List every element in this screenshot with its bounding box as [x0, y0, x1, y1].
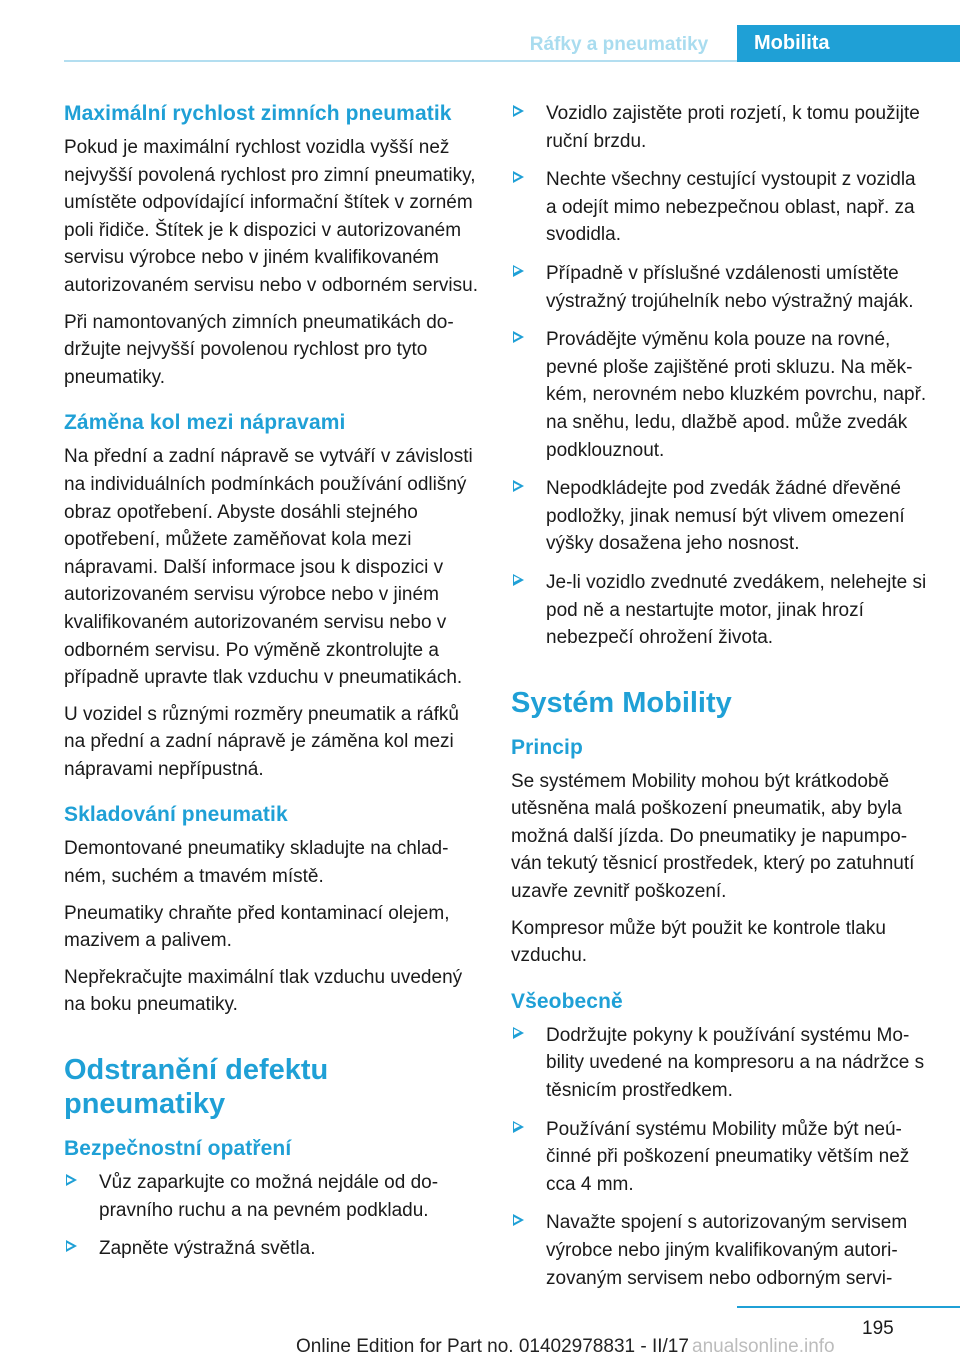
list-item: Je-li vozidlo zvednuté zvedákem, nelehejte si pod ně a nestartujte motor, jinak hrozí nebezpečí ohrožení života.: [511, 569, 929, 652]
chapter-tab: Mobilita: [737, 25, 960, 62]
bullet-triangle-icon: [513, 105, 524, 117]
heading-winter-tire-speed: Maximální rychlost zimních pneumatik: [64, 102, 452, 125]
footer-divider: [737, 1306, 960, 1308]
list-item: Vozidlo zajistěte proti rozjetí, k tomu použijte ruční brzdu.: [511, 100, 929, 155]
bullet-triangle-icon: [513, 265, 524, 277]
right-column: [511, 100, 929, 1303]
section-title-mobility: Systém Mobility: [511, 686, 732, 719]
paragraph: Se systémem Mobility mohou být krátkodobě utěsněna malá poškození pneumatik, aby byla možná další jízda. Do pneumatiky je napumpován tekutý těsnicí prostředek, který po zatuhnutí uzavře zevnitř poškození.: [511, 770, 915, 903]
heading-principle: Princip: [511, 735, 583, 759]
safety-list: [64, 1169, 482, 1263]
bullet-triangle-icon: [513, 171, 524, 183]
list-item: Dodržujte pokyny k používání systému Mobility uvedené na kompresoru a na nádržce s těsnicím prostředkem.: [511, 1022, 929, 1105]
paragraph: Při namontovaných zimních pneumatikách dodržujte nejvyšší povolenou rychlost pro tyto pneumatiky.: [64, 311, 454, 388]
watermark: anualsonline.info: [692, 1336, 835, 1357]
header-divider: [64, 60, 737, 62]
paragraph: Na přední a zadní nápravě se vytváří v závislosti na individuálních podmínkách používání odlišný obraz opotřebení. Abyste dosáhli stejného opotřebení, můžete zaměňovat kola mezi nápravami. Další informace jsou k dispozici v autorizovaném servisu výrobce nebo v jiném kvalifikovaném autorizovaném servisu nebo v odborném servisu. Po výměně zkontrolujte a případně upravte tlak vzduchu v pneumatikách.: [64, 446, 473, 689]
bullet-triangle-icon: [66, 1240, 77, 1252]
bullet-triangle-icon: [513, 574, 524, 586]
paragraph: Pokud je maximální rychlost vozidla vyšší než nejvyšší povolená rychlost pro zimní pneumatiky, umístěte odpovídající informační štítek v zorném poli řidiče. Štítek je k dispozici v autorizovaném servisu výrobce nebo v jiném kvalifikovaném autorizovaném servisu nebo v odborném servisu.: [64, 137, 478, 296]
list-item: Navažte spojení s autorizovaným servisem výrobce nebo jiným kvalifikovaným autorizovaným servisem nebo odborným servi-: [511, 1209, 929, 1292]
bullet-triangle-icon: [513, 1214, 524, 1226]
page-number: 195: [862, 1318, 894, 1339]
paragraph: Kompresor může být použit ke kontrole tlaku vzduchu.: [511, 917, 886, 967]
paragraph: Pneumatiky chraňte před kontaminací olejem, mazivem a palivem.: [64, 902, 450, 952]
paragraph: Nepřekračujte maximální tlak vzduchu uvedený na boku pneumatiky.: [64, 966, 463, 1016]
list-item: Provádějte výměnu kola pouze na rovné, pevné ploše zajištěné proti skluzu. Na měkkém, nerovném nebo kluzkém povrchu, např. na sněhu, ledu, dlažbě apod. může zvedák podklouznout.: [511, 326, 929, 464]
list-item: Případně v příslušné vzdálenosti umístěte výstražný trojúhelník nebo výstražný maják.: [511, 260, 929, 315]
heading-tire-storage: Skladování pneumatik: [64, 803, 288, 827]
safety-list-continued: [511, 100, 929, 652]
heading-wheel-rotation: Záměna kol mezi nápravami: [64, 411, 346, 435]
list-item: Nechte všechny cestující vystoupit z vozidla a odejít mimo nebezpečnou oblast, např. za svodidla.: [511, 166, 929, 249]
bullet-triangle-icon: [513, 480, 524, 492]
heading-safety-measures: Bezpečnostní opatření: [64, 1137, 292, 1161]
bullet-triangle-icon: [66, 1174, 77, 1186]
edition-note: Online Edition for Part no. 01402978831 - II/17: [296, 1336, 689, 1357]
list-item: Vůz zaparkujte co možná nejdále od dopravního ruchu a na pevném podkladu.: [64, 1169, 482, 1224]
general-list: [511, 1022, 929, 1292]
heading-general: Všeobecně: [511, 989, 623, 1013]
left-column: [64, 100, 482, 1274]
page-header: [0, 0, 960, 62]
paragraph: Demontované pneumatiky skladujte na chladném, suchém a tmavém místě.: [64, 838, 449, 888]
bullet-triangle-icon: [513, 1121, 524, 1133]
list-item: Používání systému Mobility může být neúčinné při poškození pneumatiky větším než cca 4 mm.: [511, 1116, 929, 1199]
list-item: Nepodkládejte pod zvedák žádné dřevěné podložky, jinak nemusí být vlivem omezení výšky dosažena jeho nosnost.: [511, 475, 929, 558]
list-item: Zapněte výstražná světla.: [64, 1235, 482, 1263]
section-title: Ráfky a pneumatiky: [529, 34, 709, 55]
bullet-triangle-icon: [513, 1027, 524, 1039]
section-title-flat-tire: Odstranění defektu pneumatiky: [64, 1054, 329, 1121]
paragraph: U vozidel s různými rozměry pneumatik a ráfků na přední a zadní nápravě je záměna kol mezi nápravami nepřípustná.: [64, 703, 459, 780]
bullet-triangle-icon: [513, 331, 524, 343]
